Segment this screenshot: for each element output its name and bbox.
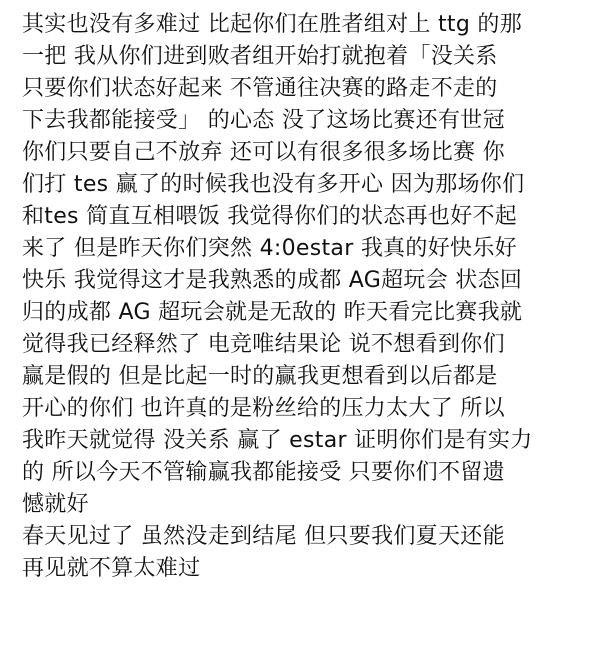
- text-line: 开心的你们 也许真的是粉丝给的压力太大了 所以: [22, 396, 505, 421]
- text-line: 憾就好: [22, 492, 89, 517]
- text-line: 我昨天就觉得 没关系 赢了 estar 证明你们是有实力: [22, 428, 533, 453]
- text-line: 的 所以今天不管输赢我都能接受 只要你们不留遗: [22, 460, 505, 485]
- post-text: [22, 9, 594, 585]
- text-line: 觉得我已经释然了 电竞唯结果论 说不想看到你们: [22, 332, 505, 357]
- text-line: 再见就不算太难过: [22, 556, 201, 581]
- text-line: 和tes 简直互相喂饭 我觉得你们的状态再也好不起: [22, 204, 518, 229]
- text-line: 归的成都 AG 超玩会就是无敌的 昨天看完比赛我就: [22, 300, 523, 325]
- text-line: 你们只要自己不放弃 还可以有很多很多场比赛 你: [22, 140, 505, 165]
- text-line: 快乐 我觉得这才是我熟悉的成都 AG超玩会 状态回: [22, 268, 523, 293]
- text-line: 一把 我从你们进到败者组开始打就抱着「没关系: [22, 44, 498, 69]
- text-line: 赢是假的 但是比起一时的赢我更想看到以后都是: [22, 364, 498, 389]
- text-line: 下去我都能接受」 的心态 没了这场比赛还有世冠: [22, 108, 505, 133]
- text-line: 只要你们状态好起来 不管通往决赛的路走不走的: [22, 76, 498, 101]
- text-line: 们打 tes 赢了的时候我也没有多开心 因为那场你们: [22, 172, 525, 197]
- text-line: 其实也没有多难过 比起你们在胜者组对上 ttg 的那: [22, 12, 522, 37]
- text-line: 春天见过了 虽然没走到结尾 但只要我们夏天还能: [22, 524, 505, 549]
- text-line: 来了 但是昨天你们突然 4:0estar 我真的好快乐好: [22, 236, 517, 261]
